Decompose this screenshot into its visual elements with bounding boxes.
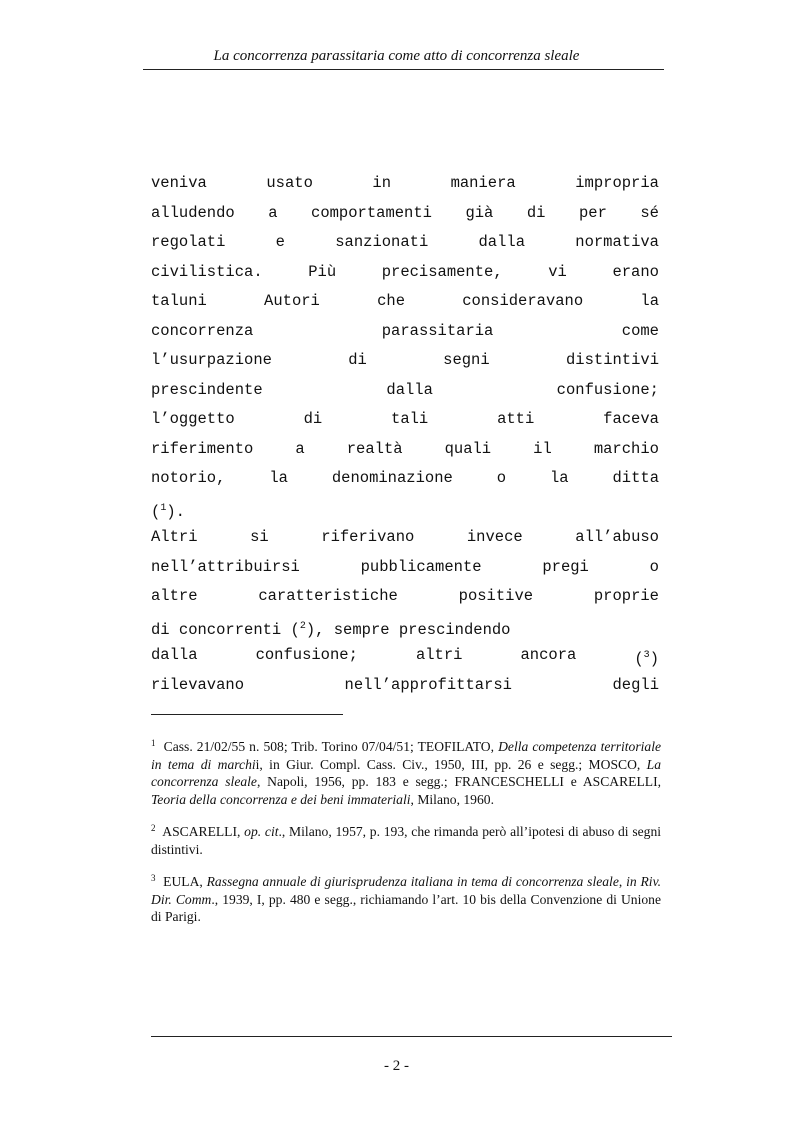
- word: consideravano: [462, 292, 584, 310]
- word: ancora: [520, 646, 577, 664]
- word: per: [578, 203, 607, 222]
- word: proprie: [593, 587, 659, 605]
- text-line-ref-1: [151, 494, 659, 524]
- word: o: [649, 557, 659, 576]
- text-line: [151, 199, 659, 229]
- footnote-text: , Napoli, 1956, pp. 183 e segg.; FRANCESCHELLI e ASCARELLI,: [256, 774, 662, 789]
- footnote-number: 3: [151, 873, 156, 883]
- text-line: [151, 523, 659, 553]
- text-line: [151, 317, 659, 347]
- word: comportamenti: [311, 203, 432, 222]
- footnote-text: EULA,: [163, 874, 207, 889]
- word: che: [377, 292, 405, 310]
- word: altre: [151, 587, 198, 605]
- word: caratteristiche: [258, 587, 398, 605]
- footnote-text: , Milano, 1960.: [410, 791, 494, 807]
- word: riferimento: [151, 439, 254, 458]
- word: la: [640, 292, 659, 310]
- word: Altri: [151, 528, 198, 546]
- word: rilevavano: [151, 675, 245, 694]
- footnote-text: Cass. 21/02/55 n. 508; Trib. Torino 07/04/51; TEOFILATO,: [163, 739, 499, 754]
- word: denominazione: [331, 469, 453, 487]
- word: alludendo: [151, 203, 235, 222]
- word: confusione;: [255, 646, 358, 664]
- word: il: [533, 439, 552, 458]
- footnote-ref-3[interactable]: 3: [643, 650, 650, 661]
- footnote-text: ., 1939, I, pp. 480 e segg., richiamando l’art. 10 bis della Convenzione di Unione di Parigi.: [151, 891, 661, 924]
- footnote-text: ,: [618, 874, 627, 889]
- word: quali: [444, 439, 492, 458]
- word: la: [269, 469, 288, 487]
- footnote-1: [151, 738, 661, 808]
- word: prescindente: [151, 380, 263, 399]
- footnote-text: ., Milano, 1957, p. 193, che rimanda però all’ipotesi di abuso di segni distintivi.: [151, 824, 662, 857]
- word: distintivi: [565, 351, 659, 369]
- footnotes: [151, 738, 661, 941]
- word: o: [496, 469, 507, 487]
- word: come: [621, 321, 659, 340]
- word: a: [295, 439, 305, 458]
- footer-rule: [151, 1036, 672, 1037]
- footnote-number: 1: [151, 738, 156, 748]
- word: pubblicamente: [360, 557, 482, 576]
- text-line: [151, 435, 659, 465]
- word: parassitaria: [381, 321, 494, 340]
- citation-title: in Riv. Dir. Comm: [151, 874, 662, 907]
- citation-title: Teoria della concorrenza e dei beni immateriali: [151, 791, 411, 807]
- word: impropria: [575, 174, 659, 192]
- text-line: [151, 671, 659, 701]
- word: già: [465, 203, 494, 222]
- word: sé: [640, 203, 659, 222]
- footnote-2: [151, 823, 661, 858]
- text-line: [151, 346, 659, 376]
- word: dalla: [478, 233, 526, 251]
- word: riferivano: [321, 528, 415, 546]
- word: la: [549, 469, 569, 487]
- word: l’usurpazione: [151, 351, 272, 369]
- word: confusione;: [556, 380, 659, 399]
- word: precisamente,: [381, 262, 503, 281]
- word: civilistica.: [151, 262, 263, 281]
- body-text: [151, 169, 659, 700]
- word: all’abuso: [575, 528, 659, 546]
- word: si: [250, 528, 269, 546]
- word: erano: [612, 262, 659, 281]
- text-line: [151, 287, 659, 317]
- word: di: [348, 351, 367, 369]
- footnote-text: ASCARELLI,: [162, 824, 245, 839]
- word: nell’approfittarsi: [344, 675, 512, 694]
- word: dalla: [151, 646, 198, 664]
- footnote-number: 2: [151, 823, 156, 833]
- footnote-ref-1[interactable]: 1: [160, 502, 167, 514]
- word: Più: [308, 262, 337, 281]
- word: altri: [415, 646, 463, 664]
- word: realtà: [346, 439, 403, 458]
- text-line: [151, 405, 659, 435]
- word: vi: [548, 262, 567, 281]
- text-line-ref-3: [151, 641, 659, 671]
- word: nell’attribuirsi: [151, 557, 300, 576]
- word: Autori: [264, 292, 320, 310]
- text-line: [151, 376, 659, 406]
- text-line: [151, 582, 659, 612]
- line-text-before: di concorrenti (: [151, 620, 300, 639]
- word: dalla: [386, 380, 433, 399]
- word: normativa: [575, 233, 659, 251]
- word: degli: [612, 675, 659, 694]
- footnote-ref-2[interactable]: 2: [299, 620, 306, 632]
- word: di: [526, 203, 546, 222]
- text-line: [151, 169, 659, 199]
- text-line: [151, 464, 659, 494]
- word: faceva: [603, 410, 659, 428]
- word: positive: [458, 587, 534, 605]
- paren-close: ).: [166, 502, 185, 521]
- word: taluni: [151, 292, 207, 310]
- text-line: [151, 553, 659, 583]
- word: atti: [497, 410, 535, 428]
- running-header: La concorrenza parassitaria come atto di concorrenza sleale: [213, 48, 580, 64]
- text-line: [151, 258, 659, 288]
- word: a: [268, 203, 278, 222]
- word: veniva: [151, 174, 207, 192]
- footnote-text: i, in Giur. Compl. Cass. Civ., 1950, III, pp. 26 e segg.; MOSCO,: [255, 756, 647, 772]
- word: in: [372, 174, 392, 192]
- page-number: - 2 -: [384, 1058, 409, 1074]
- line-text-after: ), sempre prescindendo: [305, 620, 511, 639]
- word: marchio: [593, 439, 659, 458]
- footnote-separator: [151, 714, 343, 715]
- text-line-ref-2: [151, 612, 659, 642]
- word: e: [275, 233, 285, 251]
- text-line: [151, 228, 659, 258]
- word: invece: [466, 528, 523, 546]
- word: notorio,: [151, 469, 226, 487]
- citation-title: op. cit: [244, 824, 279, 839]
- citation-title: La concorrenza sleale: [151, 756, 662, 789]
- citation-title: Rassegna annuale di giurisprudenza italiana in tema di concorrenza sleale: [206, 874, 619, 889]
- footnote-3: [151, 873, 661, 926]
- word: sanzionati: [335, 233, 429, 251]
- paren-close: ): [649, 650, 659, 668]
- paren-open: (: [634, 650, 644, 668]
- word: di: [303, 410, 323, 428]
- word: pregi: [542, 557, 589, 576]
- word: ditta: [612, 469, 659, 487]
- word: regolati: [151, 233, 226, 251]
- paren-open: (: [151, 502, 161, 521]
- word: usato: [266, 174, 313, 192]
- citation-title: Della competenza territoriale in tema di marchi: [151, 739, 662, 772]
- header-rule: [143, 69, 664, 70]
- word: maniera: [450, 174, 516, 192]
- word: l’oggetto: [151, 410, 235, 428]
- word: segni: [443, 351, 490, 369]
- word: tali: [391, 410, 429, 428]
- word: concorrenza: [151, 321, 254, 340]
